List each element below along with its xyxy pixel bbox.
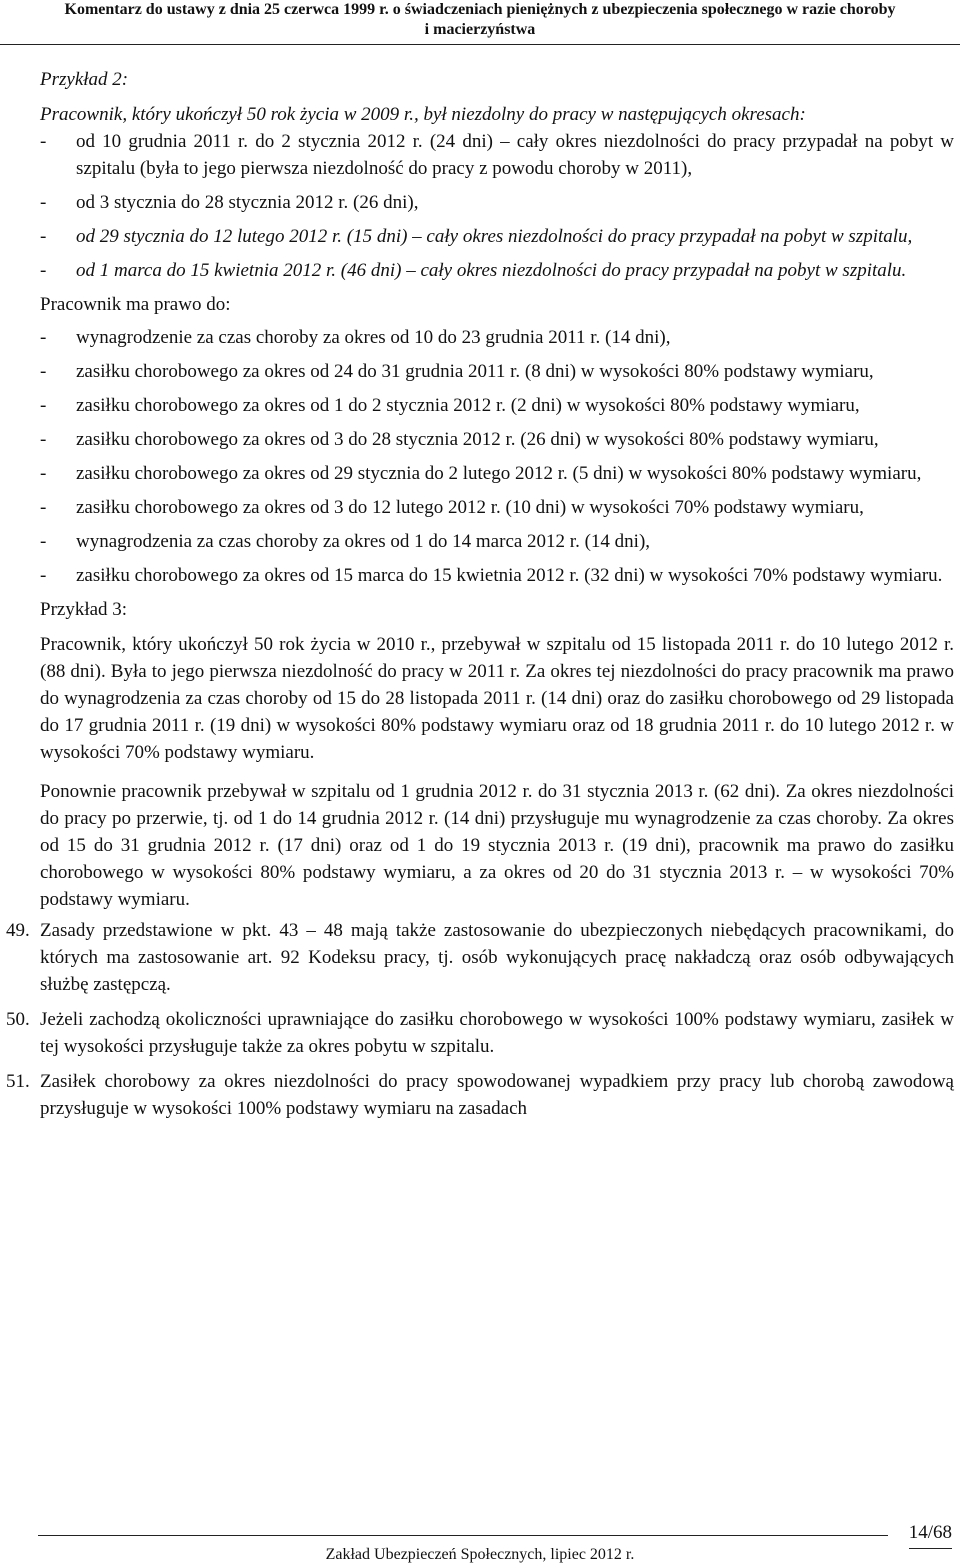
page-number: 14/68 (909, 1522, 952, 1549)
rights-item: - wynagrodzenia za czas choroby za okres od 1 do 14 marca 2012 r. (14 dni), (40, 528, 954, 555)
rights-item: - zasiłku chorobowego za okres od 15 marca do 15 kwietnia 2012 r. (32 dni) w wysokości 70% podstawy wymiaru. (40, 562, 954, 589)
footer-rule (38, 1535, 888, 1536)
header-line-1: Komentarz do ustawy z dnia 25 czerwca 1999 r. o świadczeniach pieniężnych z ubezpieczenia społecznego w razie choroby (64, 1, 896, 18)
point-51 (6, 1068, 954, 1122)
point-number: 49. (6, 920, 30, 941)
rights-item: - zasiłku chorobowego za okres od 1 do 2 stycznia 2012 r. (2 dni) w wysokości 80% podstawy wymiaru, (40, 392, 954, 419)
rights-item: - zasiłku chorobowego za okres od 3 do 12 lutego 2012 r. (10 dni) w wysokości 70% podstawy wymiaru, (40, 494, 954, 521)
example-2 (40, 66, 954, 589)
numbered-points (6, 917, 954, 1122)
example-2-intro: Pracownik, który ukończył 50 rok życia w 2009 r., był niezdolny do pracy w następujących okresach: (40, 104, 806, 125)
example-2-periods (40, 128, 954, 284)
example-3-paragraph-1: Pracownik, który ukończył 50 rok życia w 2010 r., przebywał w szpitalu od 15 listopada 2011 r. do 10 lutego 2012 r. (88 dni). Była to jego pierwsza niezdolność do pracy w 2011 r. Za okres tej niezdolności do pracy pracownik ma prawo do wynagrodzenia za czas choroby od 15 do 28 listopada 2011 r. (14 dni) oraz do zasiłku chorobowego od 29 listopada do 17 grudnia 2011 r. (19 dni) w wysokości 80% podstawy wymiaru oraz od 18 grudnia 2011 r. do 10 lutego 2012 r. w wysokości 70% podstawy wymiaru. (40, 634, 954, 763)
point-number: 51. (6, 1071, 30, 1092)
rights-item: - zasiłku chorobowego za okres od 29 stycznia do 2 lutego 2012 r. (5 dni) w wysokości 80% podstawy wymiaru, (40, 460, 954, 487)
page-body (6, 66, 954, 1130)
footer-organization: Zakład Ubezpieczeń Społecznych, lipiec 2012 r. (325, 1546, 635, 1563)
point-text: Zasiłek chorobowy za okres niezdolności do pracy spowodowanej wypadkiem przy pracy lub chorobą zawodową przysługuje w wysokości 100% podstawy wymiaru na zasadach (40, 1071, 954, 1119)
example-3-paragraph-2: Ponownie pracownik przebywał w szpitalu od 1 grudnia 2012 r. do 31 stycznia 2013 r. (62 dni). Za okres niezdolności do pracy po przerwie, tj. od 1 do 14 grudnia 2012 r. (14 dni) przysługuje mu wynagrodzenie za czas choroby. Za okres od 15 do 31 grudnia 2012 r. (17 dni) oraz od 1 do 19 stycznia 2013 r. (19 dni), pracownik ma prawo do zasiłku chorobowego w wysokości 80% podstawy wymiaru, a za okres od 20 do 31 stycznia 2013 r. – w wysokości 70% podstawy wymiaru. (40, 781, 954, 910)
period-item: - od 3 stycznia do 28 stycznia 2012 r. (26 dni), (40, 189, 954, 216)
period-item: - od 29 stycznia do 12 lutego 2012 r. (15 dni) – cały okres niezdolności do pracy przypadał na pobyt w szpitalu, (40, 223, 954, 250)
point-50 (6, 1006, 954, 1060)
example-2-title: Przykład 2: (40, 69, 129, 90)
rights-intro: Pracownik ma prawo do: (40, 294, 231, 315)
point-text: Jeżeli zachodzą okoliczności uprawniające do zasiłku chorobowego w wysokości 100% podstawy wymiaru, zasiłek w tej wysokości przysługuje także za okres pobytu w szpitalu. (40, 1009, 954, 1057)
header-line-2: i macierzyństwa (424, 21, 536, 38)
point-text: Zasady przedstawione w pkt. 43 – 48 mają także zastosowanie do ubezpieczonych niebędących pracownikami, do których ma zastosowanie art. 92 Kodeksu pracy, tj. osób wykonujących pracę nakładczą oraz osób odbywających służbę zastępczą. (40, 920, 954, 995)
rights-item: - zasiłku chorobowego za okres od 24 do 31 grudnia 2011 r. (8 dni) w wysokości 80% podstawy wymiaru, (40, 358, 954, 385)
period-item: - od 1 marca do 15 kwietnia 2012 r. (46 dni) – cały okres niezdolności do pracy przypadał na pobyt w szpitalu. (40, 257, 954, 284)
rights-item: - wynagrodzenie za czas choroby za okres od 10 do 23 grudnia 2011 r. (14 dni), (40, 324, 954, 351)
example-3-title: Przykład 3: (40, 599, 128, 620)
point-number: 50. (6, 1009, 30, 1030)
page-footer (0, 1520, 960, 1565)
example-3 (40, 596, 954, 913)
rights-item: - zasiłku chorobowego za okres od 3 do 28 stycznia 2012 r. (26 dni) w wysokości 80% podstawy wymiaru, (40, 426, 954, 453)
point-49 (6, 917, 954, 998)
running-header (0, 0, 960, 45)
rights-list (40, 324, 954, 589)
period-item: - od 10 grudnia 2011 r. do 2 stycznia 2012 r. (24 dni) – cały okres niezdolności do pracy przypadał na pobyt w szpitalu (była to jego pierwsza niezdolność do pracy z powodu choroby w 2011), (40, 128, 954, 182)
